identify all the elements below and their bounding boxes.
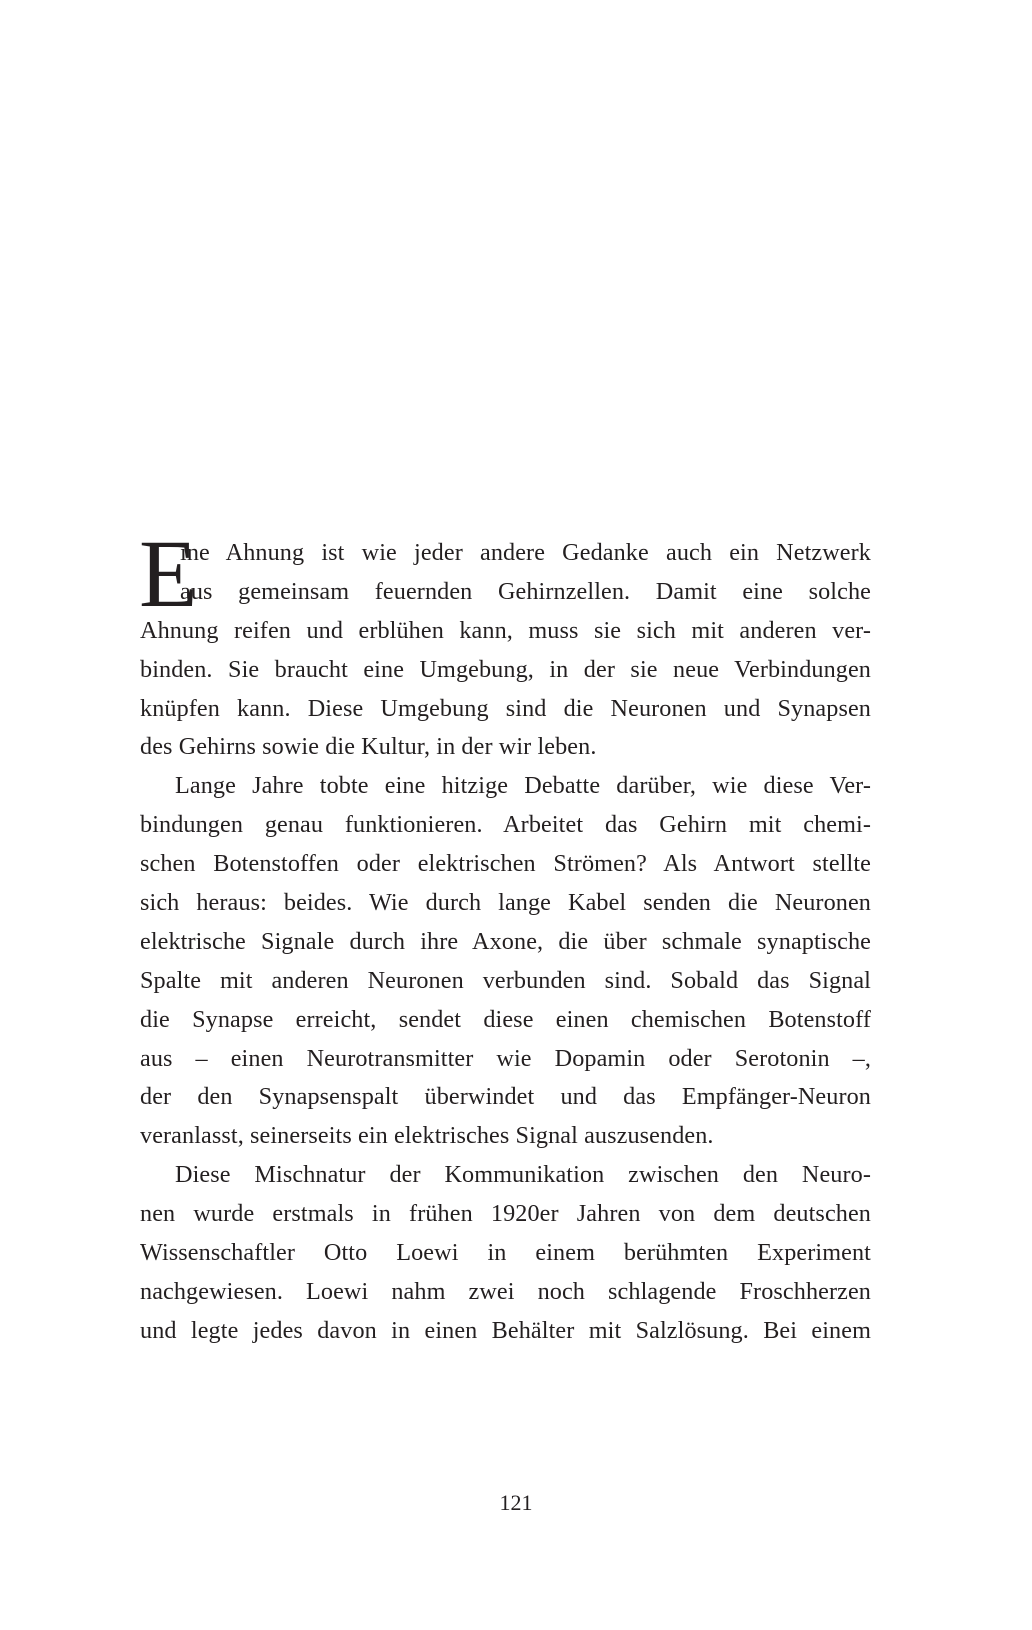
text-line: sich heraus: beides. Wie durch lange Kabel senden die Neuronen [140, 889, 871, 917]
text-line: veranlasst, seinerseits ein elektrisches Signal auszusenden. [140, 1122, 714, 1150]
text-line: die Synapse erreicht, sendet diese einen chemischen Botenstoff [140, 1005, 871, 1033]
text-line: Wissenschaftler Otto Loewi in einem berühmten Experiment [140, 1239, 871, 1267]
text-line: Ahnung reifen und erblühen kann, muss sie sich mit anderen ver- [140, 616, 871, 644]
page-number: 121 [499, 1490, 533, 1515]
text-line: des Gehirns sowie die Kultur, in der wir leben. [140, 733, 597, 761]
text-line: aus gemeinsam feuernden Gehirnzellen. Damit eine solche [180, 577, 871, 605]
text-line: Diese Mischnatur der Kommunikation zwischen den Neuro- [175, 1161, 871, 1189]
text-line: der den Synapsenspalt überwindet und das Empfänger-Neuron [140, 1083, 871, 1111]
text-line: Lange Jahre tobte eine hitzige Debatte darüber, wie diese Ver- [175, 772, 871, 800]
text-line: Spalte mit anderen Neuronen verbunden sind. Sobald das Signal [140, 966, 871, 994]
text-line: bindungen genau funktionieren. Arbeitet das Gehirn mit chemi- [140, 811, 871, 839]
text-line: knüpfen kann. Diese Umgebung sind die Neuronen und Synapsen [140, 694, 871, 722]
text-line: schen Botenstoffen oder elektrischen Strömen? Als Antwort stellte [140, 850, 871, 878]
text-line: aus – einen Neurotransmitter wie Dopamin oder Serotonin –, [140, 1044, 871, 1072]
text-line: binden. Sie braucht eine Umgebung, in der sie neue Verbindungen [140, 655, 871, 683]
text-line: nen wurde erstmals in frühen 1920er Jahren von dem deutschen [140, 1200, 871, 1228]
body-text [139, 520, 871, 1351]
drop-cap: E [139, 520, 198, 627]
text-line: und legte jedes davon in einen Behälter mit Salzlösung. Bei einem [140, 1316, 871, 1344]
text-line: elektrische Signale durch ihre Axone, die über schmale synaptische [140, 927, 871, 955]
text-line: nachgewiesen. Loewi nahm zwei noch schlagende Froschherzen [140, 1277, 871, 1305]
text-line: ine Ahnung ist wie jeder andere Gedanke auch ein Netzwerk [180, 539, 871, 566]
